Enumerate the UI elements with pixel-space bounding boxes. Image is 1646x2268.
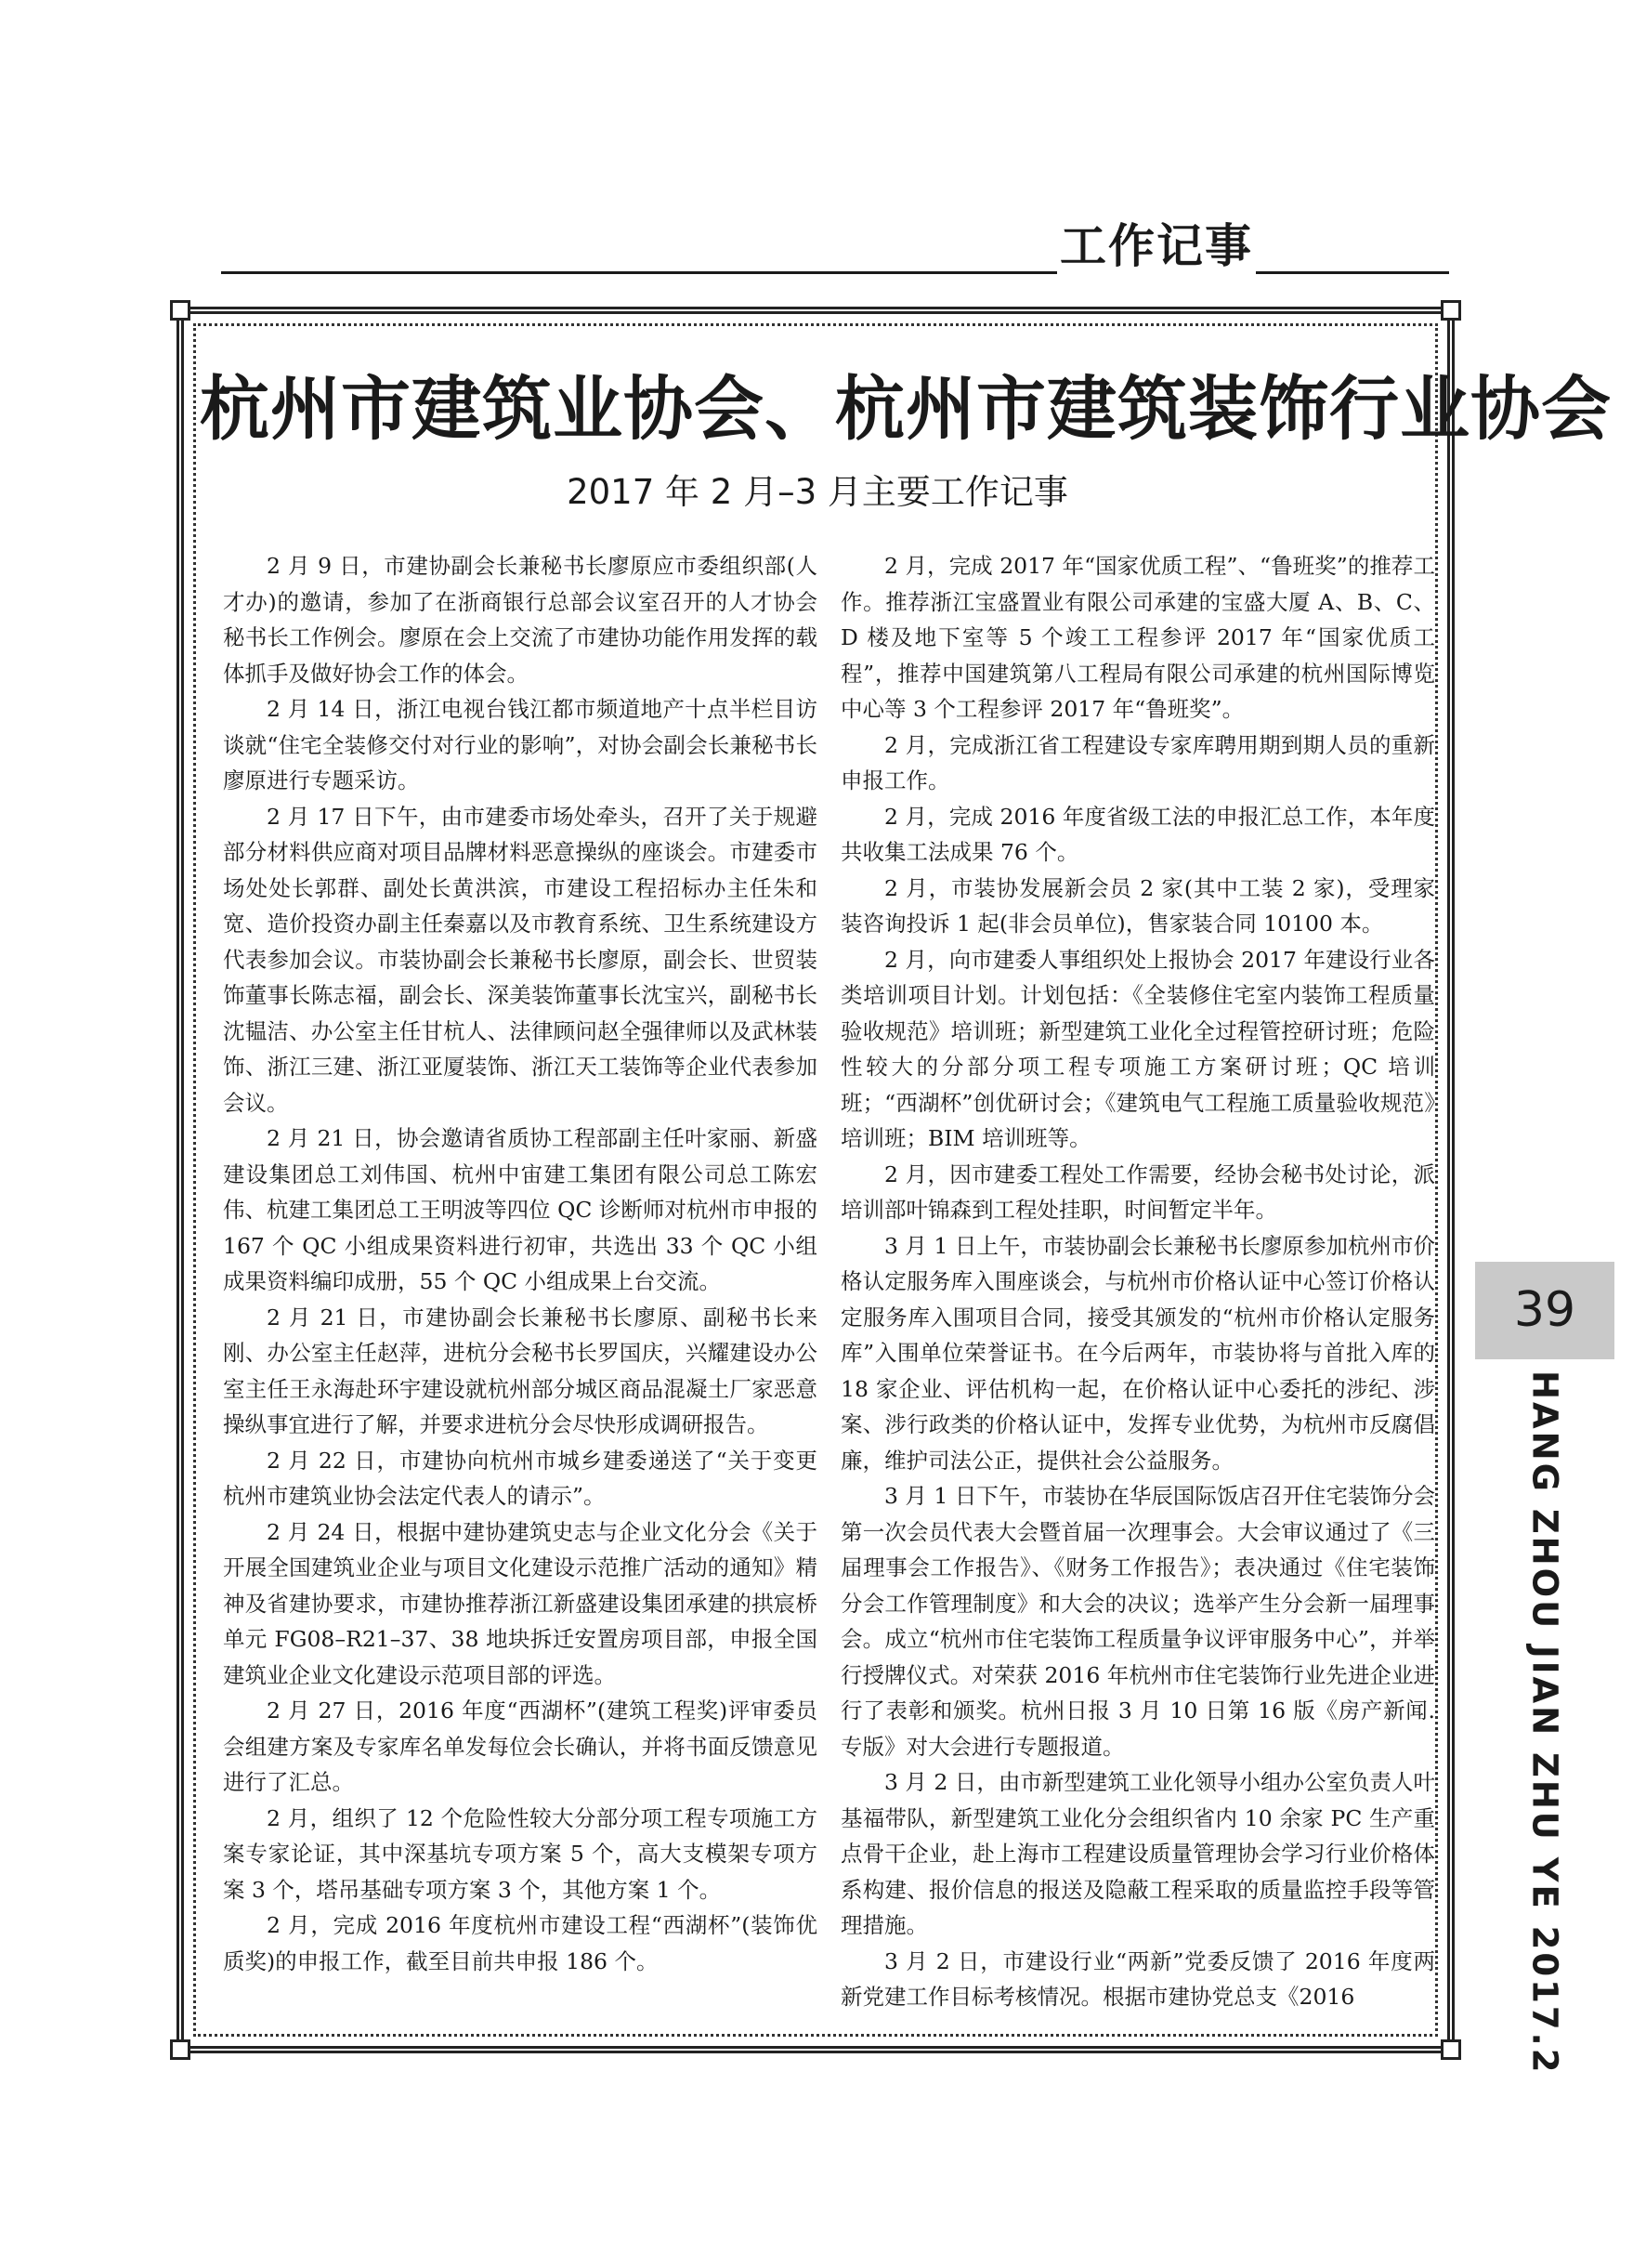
paragraph: 3 月 1 日上午，市装协副会长兼秘书长廖原参加杭州市价格认定服务库入围座谈会，与杭州市价格认证中心签订价格认定服务库入围项目合同，接受其颁发的“杭州市价格认定服务库”入围单位荣誉证书。在今后两年，市装协将与首批入库的 18 家企业、评估机构一起，在价格认证中心委托的涉纪、涉案、涉行政类的价格认证中，发挥专业优势，为杭州市反腐倡廉，维护司法公正，提供社会公益服务。 bbox=[841, 1232, 1435, 1474]
paragraph: 2 月 21 日，市建协副会长兼秘书长廖原、副秘书长来刚、办公室主任赵萍，进杭分会秘书长罗国庆，兴耀建设办公室主任王永海赴环宇建设就杭州部分城区商品混凝土厂家恶意操纵事宜进行了解，并要求进杭分会尽快形成调研报告。 bbox=[223, 1304, 817, 1437]
paragraph: 2 月 17 日下午，由市建委市场处牵头，召开了关于规避部分材料供应商对项目品牌材料恶意操纵的座谈会。市建委市场处处长郭群、副处长黄洪滨，市建设工程招标办主任朱和宽、造价投资办副主任秦嘉以及市教育系统、卫生系统建设方代表参加会议。市装协副会长兼秘书长廖原，副会长、世贸装饰董事长陈志福，副会长、深美装饰董事长沈宝兴，副秘书长沈韫洁、办公室主任甘杭人、法律顾问赵全强律师以及武林装饰、浙江三建、浙江亚厦装饰、浙江天工装饰等企业代表参加会议。 bbox=[223, 803, 817, 1116]
side-label bbox=[1475, 1370, 1614, 2077]
paragraph: 2 月，完成 2017 年“国家优质工程”、“鲁班奖”的推荐工作。推荐浙江宝盛置业有限公司承建的宝盛大厦 A、B、C、D 楼及地下室等 5 个竣工工程参评 2017 年“国家优质工程”，推荐中国建筑第八工程局有限公司承建的杭州国际博览中心等 3 个工程参评 2017 年“鲁班奖”。 bbox=[841, 553, 1435, 722]
section-title: 工作记事 bbox=[1060, 219, 1253, 273]
right-column bbox=[841, 548, 1435, 2015]
page-number: 39 bbox=[1475, 1262, 1614, 1359]
paragraph: 2 月，向市建委人事组织处上报协会 2017 年建设行业各类培训项目计划。计划包括：《全装修住宅室内装饰工程质量验收规范》培训班；新型建筑工业化全过程管控研讨班；危险性较大的分部分项工程专项施工方案研讨班；QC 培训班；“西湖杯”创优研讨会；《建筑电气工程施工质量验收规范》培训班；BIM 培训班等。 bbox=[841, 946, 1435, 1151]
paragraph: 2 月 9 日，市建协副会长兼秘书长廖原应市委组织部(人才办)的邀请，参加了在浙商银行总部会议室召开的人才协会秘书长工作例会。廖原在会上交流了市建协功能作用发挥的载体抓手及做好协会工作的体会。 bbox=[223, 553, 817, 687]
paragraph: 2 月 22 日，市建协向杭州市城乡建委递送了“关于变更杭州市建筑业协会法定代表人的请示”。 bbox=[223, 1447, 817, 1509]
paragraph: 3 月 2 日，市建设行业“两新”党委反馈了 2016 年度两新党建工作目标考核情况。根据市建协党总支《2016 bbox=[841, 1947, 1435, 2010]
paragraph: 2 月，完成 2016 年度省级工法的申报汇总工作，本年度共收集工法成果 76 个。 bbox=[841, 803, 1435, 865]
frame-corner-ornament bbox=[1441, 2039, 1461, 2060]
paragraph: 2 月，市装协发展新会员 2 家(其中工装 2 家)，受理家装咨询投诉 1 起(非会员单位)，售家装合同 10100 本。 bbox=[841, 874, 1435, 937]
frame-corner-ornament bbox=[170, 300, 190, 321]
side-label-text: HANG ZHOU JIAN ZHU YE 2017.2 bbox=[1524, 1370, 1565, 2076]
frame-corner-ornament bbox=[170, 2039, 190, 2060]
paragraph: 2 月，组织了 12 个危险性较大分部分项工程专项施工方案专家论证，其中深基坑专项方案 5 个，高大支模架专项方案 3 个，塔吊基础专项方案 3 个，其他方案 1 个。 bbox=[223, 1804, 817, 1903]
paragraph: 3 月 1 日下午，市装协在华辰国际饭店召开住宅装饰分会第一次会员代表大会暨首届一次理事会。大会审议通过了《三届理事会工作报告》、《财务工作报告》；表决通过《住宅装饰分会工作管理制度》和大会的决议；选举产生分会新一届理事会。成立“杭州市住宅装饰工程质量争议评审服务中心”，并举行授牌仪式。对荣获 2016 年杭州市住宅装饰行业先进企业进行了表彰和颁奖。杭州日报 3 月 10 日第 16 版《房产新闻.专版》对大会进行专题报道。 bbox=[841, 1483, 1435, 1760]
paragraph: 2 月 14 日，浙江电视台钱江都市频道地产十点半栏目访谈就“住宅全装修交付对行业的影响”，对协会副会长兼秘书长廖原进行专题采访。 bbox=[223, 696, 817, 793]
paragraph: 2 月 21 日，协会邀请省质协工程部副主任叶家丽、新盛建设集团总工刘伟国、杭州中宙建工集团有限公司总工陈宏伟、杭建工集团总工王明波等四位 QC 诊断师对杭州市申报的 167 个 QC 小组成果资料进行初审，共选出 33 个 QC 小组成果资料编印成册，55 个 QC 小组成果上台交流。 bbox=[223, 1125, 817, 1294]
paragraph: 2 月，因市建委工程处工作需要，经协会秘书处讨论，派培训部叶锦森到工程处挂职，时间暂定半年。 bbox=[841, 1160, 1435, 1223]
paragraph: 2 月 27 日，2016 年度“西湖杯”(建筑工程奖)评审委员会组建方案及专家库名单发每位会长确认，并将书面反馈意见进行了汇总。 bbox=[223, 1698, 817, 1795]
frame-corner-ornament bbox=[1441, 300, 1461, 321]
paragraph: 2 月，完成浙江省工程建设专家库聘用期到期人员的重新申报工作。 bbox=[841, 731, 1435, 793]
paragraph: 2 月 24 日，根据中建协建筑史志与企业文化分会《关于开展全国建筑业企业与项目文化建设示范推广活动的通知》精神及省建协要求，市建协推荐浙江新盛建设集团承建的拱宸桥单元 FG08–R21–37、38 地块拆迁安置房项目部，申报全国建筑业企业文化建设示范项目部的评选。 bbox=[223, 1518, 817, 1688]
article-subtitle: 2017 年 2 月–3 月主要工作记事 bbox=[567, 472, 1068, 512]
header-rule-left bbox=[221, 271, 1057, 274]
paragraph: 3 月 2 日，由市新型建筑工业化领导小组办公室负责人叶基福带队，新型建筑工业化分会组织省内 10 余家 PC 生产重点骨干企业，赴上海市工程建设质量管理协会学习行业价格体系构建、报价信息的报送及隐蔽工程采取的质量监控手段等管理措施。 bbox=[841, 1769, 1435, 1938]
header-rule-right bbox=[1256, 271, 1449, 274]
left-column bbox=[223, 548, 817, 1979]
paragraph: 2 月，完成 2016 年度杭州市建设工程“西湖杯”(装饰优质奖)的申报工作，截至目前共申报 186 个。 bbox=[223, 1912, 817, 1974]
article-title: 杭州市建筑业协会、杭州市建筑装饰行业协会 bbox=[200, 368, 1613, 450]
